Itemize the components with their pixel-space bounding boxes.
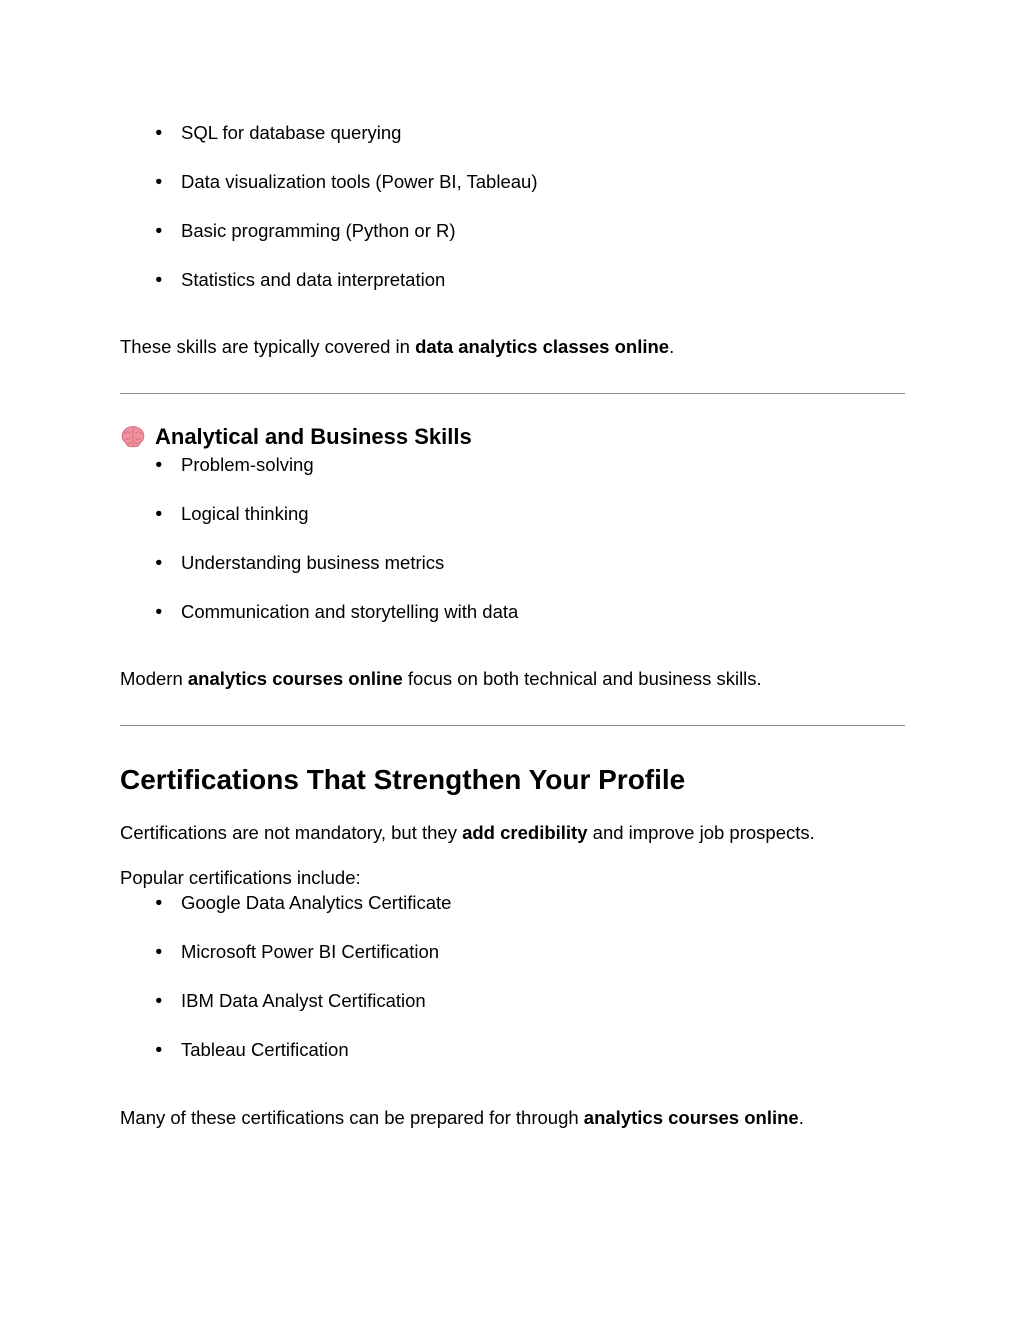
list-item: ● Google Data Analytics Certificate	[181, 890, 905, 915]
paragraph-prepared-through	[120, 1105, 905, 1130]
list-item: ● Data visualization tools (Power BI, Tableau)	[181, 169, 905, 194]
list-item: ● Communication and storytelling with data	[181, 599, 905, 624]
paragraph-popular-certifications: Popular certifications include:	[120, 867, 361, 888]
section-divider	[120, 393, 905, 394]
text: focus on both technical and business skills.	[402, 668, 762, 689]
text: Certifications are not mandatory, but they	[120, 822, 463, 843]
bold-text: data analytics classes online	[415, 336, 670, 357]
list-item: ● Statistics and data interpretation	[181, 267, 905, 292]
analytical-skills-list	[120, 452, 905, 624]
heading-certifications: Certifications That Strengthen Your Profile	[120, 764, 686, 795]
certifications-list	[120, 890, 905, 1062]
text: and improve job prospects.	[587, 822, 815, 843]
list-item: ● Problem-solving	[181, 452, 905, 477]
paragraph-cert-intro	[120, 820, 905, 845]
text: .	[669, 336, 675, 357]
list-item: ● SQL for database querying	[181, 120, 905, 145]
heading-analytical-label: Analytical and Business Skills	[155, 424, 472, 449]
bold-text: add credibility	[462, 822, 588, 843]
paragraph-modern-courses	[120, 666, 905, 691]
list-item: ● Understanding business metrics	[181, 550, 905, 575]
bold-text: analytics courses online	[583, 1107, 799, 1128]
list-item: ● IBM Data Analyst Certification	[181, 988, 905, 1013]
section-divider	[120, 725, 905, 726]
text: Modern	[120, 668, 188, 689]
text: .	[798, 1107, 804, 1128]
list-item: ● Logical thinking	[181, 501, 905, 526]
text: Many of these certifications can be prepared for through	[120, 1107, 584, 1128]
paragraph-skills-covered	[120, 334, 905, 359]
list-item: ● Microsoft Power BI Certification	[181, 939, 905, 964]
heading-analytical-business-skills	[120, 422, 905, 452]
list-item: ● Basic programming (Python or R)	[181, 218, 905, 243]
text: These skills are typically covered in	[120, 336, 416, 357]
technical-skills-list	[120, 120, 905, 292]
bold-text: analytics courses online	[187, 668, 403, 689]
brain-emoji-icon	[120, 424, 146, 450]
list-item: ● Tableau Certification	[181, 1037, 905, 1062]
